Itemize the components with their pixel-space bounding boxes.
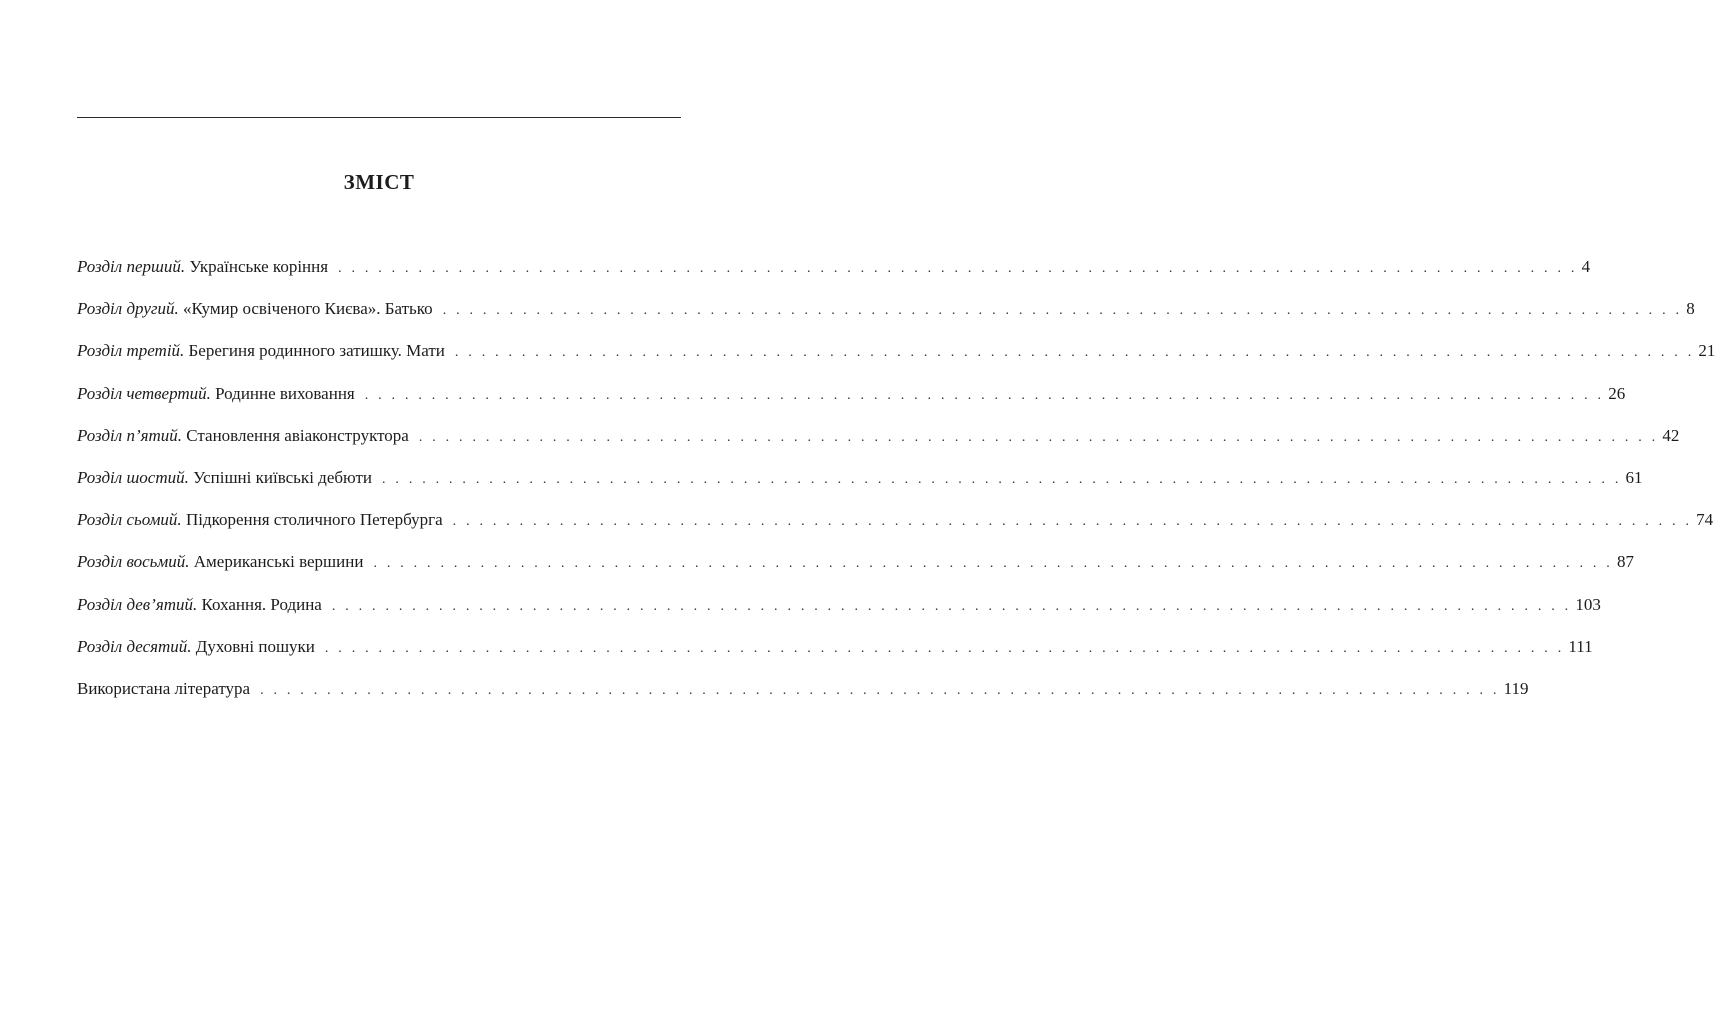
chapter-label: Розділ другий. <box>77 299 179 319</box>
toc-entry-9[interactable] <box>77 591 1601 633</box>
page-number: 87 <box>1616 552 1634 572</box>
entry-text <box>77 548 363 576</box>
chapter-label: Розділ третій. <box>77 341 185 361</box>
chapter-label: Розділ сьомий. <box>77 510 182 530</box>
dot-leader: . . . . . . . . . . . . . . . . . . . . . . . . . . . . . . . . . . . . . . . . . . . . . . . . . . . . . . . . . . . . . . . . . . . . . . . . . . . . . . . . . . . . . . . . . . . . . <box>452 514 1693 530</box>
page-number: 8 <box>1686 299 1695 319</box>
entry-text <box>77 675 250 703</box>
page-number: 74 <box>1696 510 1714 530</box>
chapter-title: Використана література <box>77 678 251 698</box>
chapter-title: Кохання. Родина <box>201 594 322 614</box>
toc-entry-3[interactable] <box>77 337 1715 379</box>
chapter-label: Розділ п’ятий. <box>77 425 183 445</box>
toc-title: ЗМІСТ <box>343 170 415 194</box>
toc-entry-2[interactable] <box>77 295 1695 337</box>
page-number: 4 <box>1581 257 1591 276</box>
toc-entry-6[interactable] <box>77 464 1643 506</box>
page-number: 61 <box>1625 467 1643 487</box>
entry-text <box>77 591 322 619</box>
chapter-label: Розділ восьмий. <box>77 552 190 572</box>
toc-entry-5[interactable] <box>77 422 1680 464</box>
chapter-label: Розділ четвертий. <box>77 383 211 403</box>
entry-text <box>77 633 315 661</box>
chapter-title: Родинне виховання <box>215 383 355 403</box>
chapter-title: Становлення авіаконструктора <box>186 425 409 445</box>
top-rule <box>77 117 681 118</box>
page-number: 119 <box>1503 678 1529 698</box>
dot-leader: . . . . . . . . . . . . . . . . . . . . . . . . . . . . . . . . . . . . . . . . . . . . . . . . . . . . . . . . . . . . . . . . . . . . . . . . . . . . . . . . . . . . . . . . . . . . . <box>364 387 1605 403</box>
dot-leader: . . . . . . . . . . . . . . . . . . . . . . . . . . . . . . . . . . . . . . . . . . . . . . . . . . . . . . . . . . . . . . . . . . . . . . . . . . . . . . . . . . . . . . . . . . . . . <box>260 682 1500 698</box>
chapter-title: Українське коріння <box>189 257 329 276</box>
page-number: 42 <box>1662 425 1680 445</box>
dot-leader: . . . . . . . . . . . . . . . . . . . . . . . . . . . . . . . . . . . . . . . . . . . . . . . . . . . . . . . . . . . . . . . . . . . . . . . . . . . . . . . . . . . . . . . . . . . . . <box>454 345 1695 361</box>
page-number: 111 <box>1568 636 1593 656</box>
dot-leader: . . . . . . . . . . . . . . . . . . . . . . . . . . . . . . . . . . . . . . . . . . . . . . . . . . . . . . . . . . . . . . . . . . . . . . . . . . . . . . . . . . . . . . . . . . . . . <box>382 471 1622 487</box>
entry-text <box>77 380 355 408</box>
toc-entry-1[interactable] <box>77 253 1591 295</box>
chapter-title: Духовні пошуки <box>195 636 315 656</box>
chapter-title: Підкорення столичного Петербурга <box>185 510 443 530</box>
chapter-label: Розділ шостий. <box>77 467 189 487</box>
entry-text <box>77 506 443 534</box>
dot-leader: . . . . . . . . . . . . . . . . . . . . . . . . . . . . . . . . . . . . . . . . . . . . . . . . . . . . . . . . . . . . . . . . . . . . . . . . . . . . . . . . . . . . . . . . . . . . . <box>338 261 1578 276</box>
page-number: 103 <box>1575 594 1601 614</box>
entry-text <box>77 464 372 492</box>
page-number: 26 <box>1608 383 1626 403</box>
chapter-title: Американські вершини <box>193 552 364 572</box>
toc-entry-bibliography[interactable] <box>77 675 1529 717</box>
page-number: 21 <box>1698 341 1715 361</box>
chapter-label: Розділ десятий. <box>77 636 192 656</box>
toc-entry-7[interactable] <box>77 506 1714 548</box>
dot-leader: . . . . . . . . . . . . . . . . . . . . . . . . . . . . . . . . . . . . . . . . . . . . . . . . . . . . . . . . . . . . . . . . . . . . . . . . . . . . . . . . . . . . . . . . . . . . . <box>331 598 1572 614</box>
dot-leader: . . . . . . . . . . . . . . . . . . . . . . . . . . . . . . . . . . . . . . . . . . . . . . . . . . . . . . . . . . . . . . . . . . . . . . . . . . . . . . . . . . . . . . . . . . . . . <box>324 640 1565 656</box>
dot-leader: . . . . . . . . . . . . . . . . . . . . . . . . . . . . . . . . . . . . . . . . . . . . . . . . . . . . . . . . . . . . . . . . . . . . . . . . . . . . . . . . . . . . . . . . . . . . . <box>373 556 1613 572</box>
dot-leader: . . . . . . . . . . . . . . . . . . . . . . . . . . . . . . . . . . . . . . . . . . . . . . . . . . . . . . . . . . . . . . . . . . . . . . . . . . . . . . . . . . . . . . . . . . . . . <box>442 303 1683 319</box>
chapter-label: Розділ перший. <box>77 257 186 276</box>
toc-entry-8[interactable] <box>77 548 1634 590</box>
toc-entry-10[interactable] <box>77 633 1593 675</box>
dot-leader: . . . . . . . . . . . . . . . . . . . . . . . . . . . . . . . . . . . . . . . . . . . . . . . . . . . . . . . . . . . . . . . . . . . . . . . . . . . . . . . . . . . . . . . . . . . . . <box>418 429 1659 445</box>
entry-text <box>77 253 328 281</box>
entry-text <box>77 422 409 450</box>
entry-text <box>77 337 445 365</box>
chapter-title: «Кумир освіченого Києва». Батько <box>183 299 433 319</box>
toc-list <box>77 253 1715 717</box>
entry-text <box>77 295 433 323</box>
toc-entry-4[interactable] <box>77 380 1626 422</box>
chapter-title: Берегиня родинного затишку. Мати <box>188 341 445 361</box>
chapter-label: Розділ дев’ятий. <box>77 594 198 614</box>
chapter-title: Успішні київські дебюти <box>193 467 373 487</box>
